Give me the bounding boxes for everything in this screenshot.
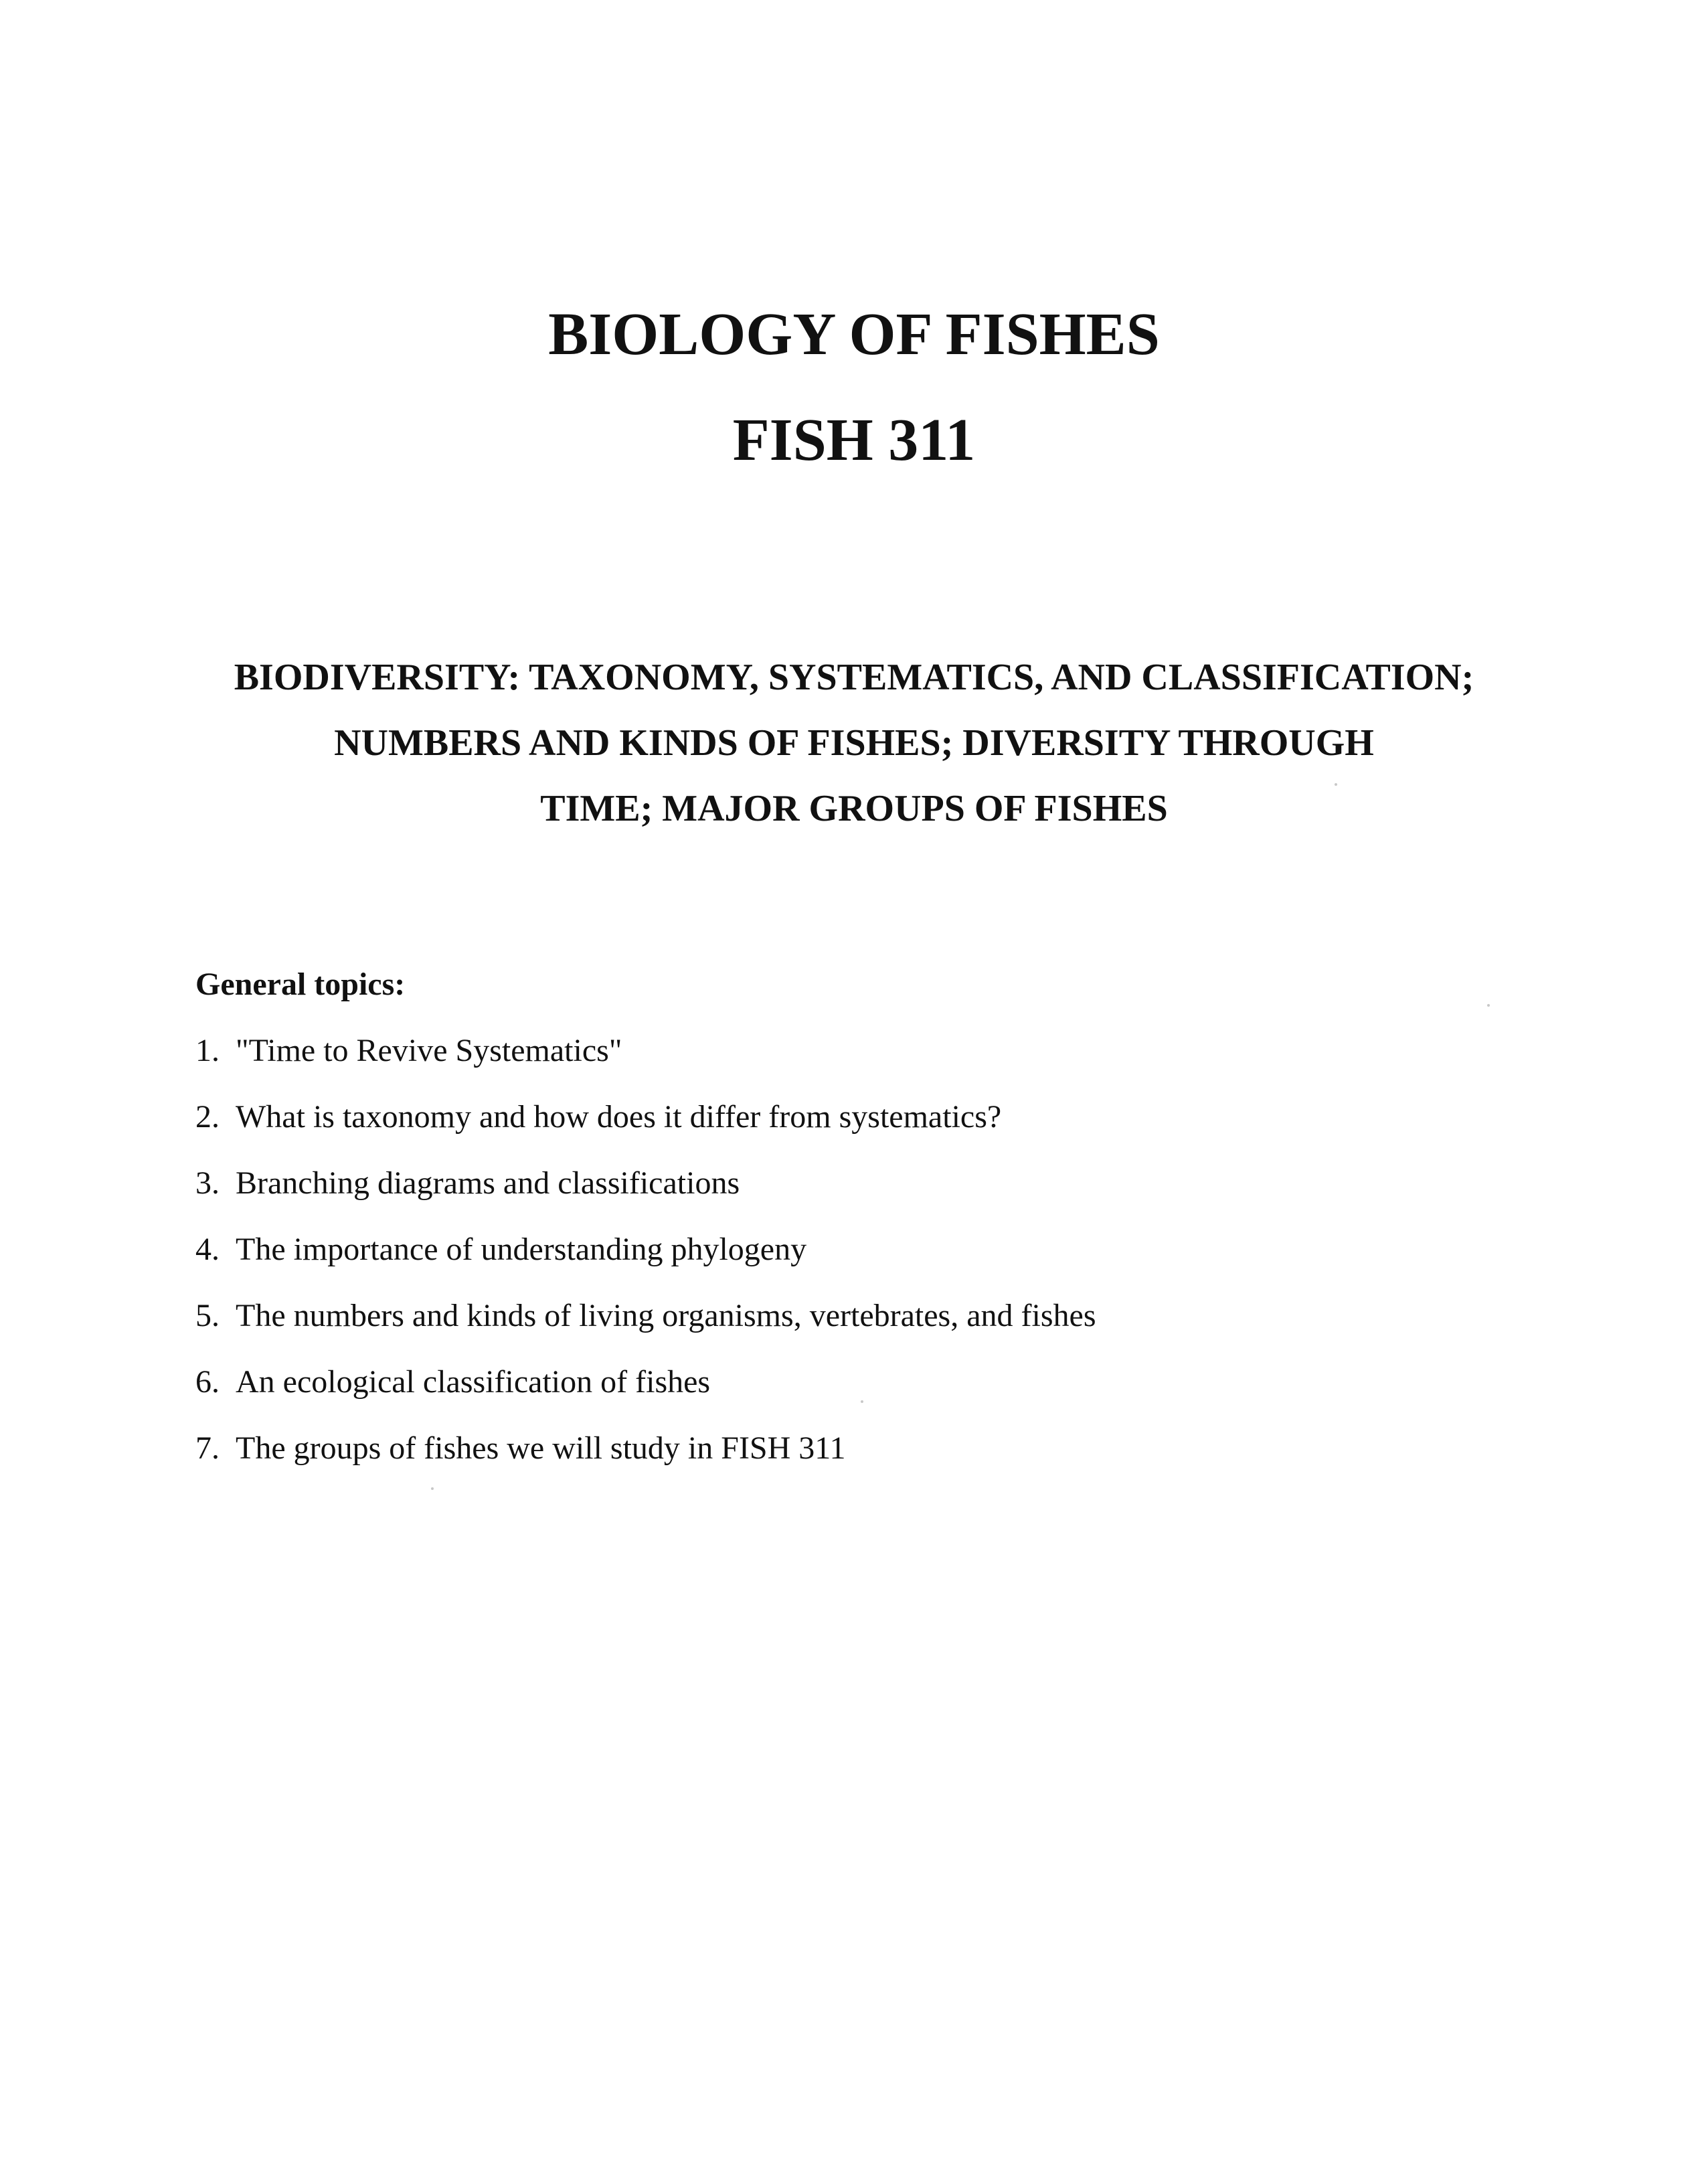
topic-number: 3. [195, 1165, 220, 1201]
course-code: FISH 311 [732, 407, 976, 473]
topic-text: An ecological classification of fishes [236, 1364, 711, 1400]
topic-text: What is taxonomy and how does it differ from systematics? [236, 1099, 1002, 1135]
topic-number: 1. [195, 1033, 220, 1068]
topics-heading: General topics: [195, 967, 406, 1002]
document-title: BIOLOGY OF FISHES [548, 301, 1160, 367]
section-heading-line-3: TIME; MAJOR GROUPS OF FISHES [540, 788, 1168, 829]
topic-text: Branching diagrams and classifications [236, 1165, 740, 1201]
topic-list-item [195, 1430, 846, 1467]
topic-text: The importance of understanding phylogeny [236, 1232, 807, 1267]
topic-list-item [195, 1032, 622, 1070]
scan-speck [1487, 1004, 1490, 1007]
scan-speck [1335, 783, 1337, 786]
topic-number: 6. [195, 1364, 220, 1400]
section-heading-line-1: BIODIVERSITY: TAXONOMY, SYSTEMATICS, AND CLASSIFICATION; [234, 657, 1474, 698]
scan-speck [861, 1400, 863, 1403]
section-heading-line-2: NUMBERS AND KINDS OF FISHES; DIVERSITY THROUGH [334, 722, 1374, 764]
topic-number: 5. [195, 1298, 220, 1333]
topic-list-item [195, 1231, 806, 1268]
topic-list-item [195, 1165, 740, 1202]
topic-list-item [195, 1098, 1001, 1136]
topic-number: 4. [195, 1232, 220, 1267]
topic-list-item [195, 1297, 1096, 1335]
topic-text: "Time to Revive Systematics" [236, 1033, 622, 1068]
topic-number: 2. [195, 1099, 220, 1135]
topic-text: The groups of fishes we will study in FISH 311 [236, 1430, 846, 1466]
topic-list-item [195, 1363, 710, 1401]
scan-speck [431, 1487, 434, 1490]
topic-text: The numbers and kinds of living organisms, vertebrates, and fishes [236, 1298, 1096, 1333]
topic-number: 7. [195, 1430, 220, 1466]
